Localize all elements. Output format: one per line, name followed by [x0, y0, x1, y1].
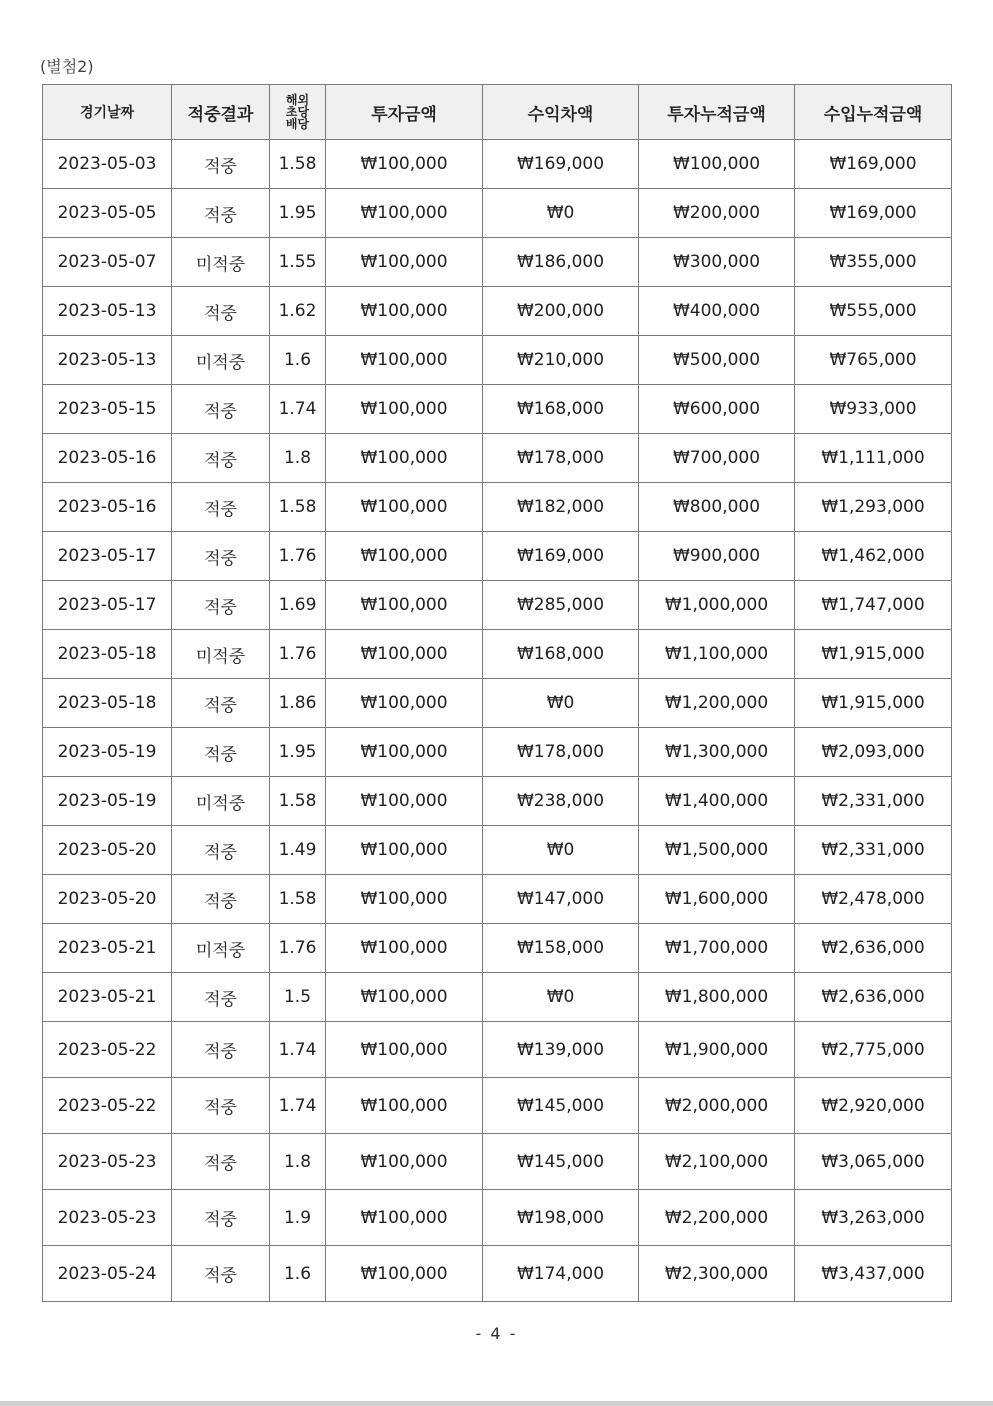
cell-odds: 1.74 [270, 1078, 326, 1134]
cell-cum-income: ₩2,331,000 [795, 777, 952, 826]
cell-result: 적중 [172, 875, 270, 924]
bottom-divider [0, 1401, 993, 1406]
cell-stake: ₩100,000 [326, 1078, 483, 1134]
cell-cum-income: ₩2,920,000 [795, 1078, 952, 1134]
cell-result: 적중 [172, 826, 270, 875]
cell-date: 2023-05-03 [43, 140, 172, 189]
cell-odds: 1.58 [270, 483, 326, 532]
cell-stake: ₩100,000 [326, 777, 483, 826]
table-row [43, 581, 952, 630]
cell-profit: ₩0 [483, 826, 639, 875]
cell-cum-income: ₩1,111,000 [795, 434, 952, 483]
cell-profit: ₩169,000 [483, 140, 639, 189]
cell-stake: ₩100,000 [326, 581, 483, 630]
cell-profit: ₩139,000 [483, 1022, 639, 1078]
cell-profit: ₩0 [483, 973, 639, 1022]
cell-date: 2023-05-24 [43, 1246, 172, 1302]
cell-cum-income: ₩765,000 [795, 336, 952, 385]
cell-stake: ₩100,000 [326, 924, 483, 973]
cell-result: 적중 [172, 973, 270, 1022]
cell-profit: ₩182,000 [483, 483, 639, 532]
cell-cum-income: ₩2,093,000 [795, 728, 952, 777]
cell-date: 2023-05-07 [43, 238, 172, 287]
table-row [43, 238, 952, 287]
cell-date: 2023-05-13 [43, 287, 172, 336]
cell-stake: ₩100,000 [326, 1022, 483, 1078]
table-row [43, 385, 952, 434]
cell-result: 적중 [172, 287, 270, 336]
cell-odds: 1.95 [270, 728, 326, 777]
cell-result: 적중 [172, 189, 270, 238]
cell-cum-stake: ₩1,000,000 [639, 581, 795, 630]
cell-profit: ₩174,000 [483, 1246, 639, 1302]
cell-result: 적중 [172, 483, 270, 532]
cell-result: 적중 [172, 532, 270, 581]
cell-profit: ₩0 [483, 679, 639, 728]
cell-date: 2023-05-13 [43, 336, 172, 385]
cell-cum-income: ₩2,636,000 [795, 973, 952, 1022]
cell-cum-stake: ₩1,900,000 [639, 1022, 795, 1078]
cell-cum-income: ₩2,478,000 [795, 875, 952, 924]
cell-odds: 1.8 [270, 434, 326, 483]
header-stake: 투자금액 [326, 85, 483, 140]
cell-profit: ₩169,000 [483, 532, 639, 581]
table-row [43, 140, 952, 189]
cell-result: 적중 [172, 1134, 270, 1190]
cell-date: 2023-05-19 [43, 777, 172, 826]
cell-odds: 1.55 [270, 238, 326, 287]
cell-stake: ₩100,000 [326, 532, 483, 581]
table-row [43, 1134, 952, 1190]
cell-odds: 1.6 [270, 336, 326, 385]
header-cum-stake: 투자누적금액 [639, 85, 795, 140]
cell-cum-stake: ₩1,100,000 [639, 630, 795, 679]
cell-odds: 1.76 [270, 630, 326, 679]
cell-date: 2023-05-15 [43, 385, 172, 434]
table-row [43, 679, 952, 728]
table-row [43, 483, 952, 532]
cell-cum-stake: ₩1,700,000 [639, 924, 795, 973]
cell-cum-stake: ₩200,000 [639, 189, 795, 238]
cell-date: 2023-05-23 [43, 1190, 172, 1246]
cell-stake: ₩100,000 [326, 1190, 483, 1246]
table-row [43, 1246, 952, 1302]
cell-odds: 1.74 [270, 385, 326, 434]
cell-profit: ₩178,000 [483, 434, 639, 483]
header-odds-line3: 배당 [285, 117, 310, 131]
table-row [43, 336, 952, 385]
cell-stake: ₩100,000 [326, 679, 483, 728]
cell-cum-stake: ₩100,000 [639, 140, 795, 189]
cell-result: 미적중 [172, 238, 270, 287]
cell-date: 2023-05-22 [43, 1022, 172, 1078]
cell-stake: ₩100,000 [326, 728, 483, 777]
cell-result: 적중 [172, 1078, 270, 1134]
cell-odds: 1.95 [270, 189, 326, 238]
cell-stake: ₩100,000 [326, 630, 483, 679]
cell-result: 미적중 [172, 336, 270, 385]
cell-cum-stake: ₩900,000 [639, 532, 795, 581]
cell-date: 2023-05-21 [43, 924, 172, 973]
cell-result: 적중 [172, 728, 270, 777]
cell-date: 2023-05-16 [43, 434, 172, 483]
table-row [43, 728, 952, 777]
cell-cum-income: ₩3,437,000 [795, 1246, 952, 1302]
cell-cum-income: ₩2,775,000 [795, 1022, 952, 1078]
cell-cum-stake: ₩1,500,000 [639, 826, 795, 875]
cell-result: 적중 [172, 679, 270, 728]
cell-stake: ₩100,000 [326, 973, 483, 1022]
cell-cum-stake: ₩1,400,000 [639, 777, 795, 826]
cell-cum-income: ₩1,915,000 [795, 679, 952, 728]
header-odds-line2: 초당 [285, 105, 310, 119]
cell-result: 미적중 [172, 924, 270, 973]
cell-date: 2023-05-18 [43, 679, 172, 728]
cell-profit: ₩0 [483, 189, 639, 238]
cell-cum-stake: ₩2,100,000 [639, 1134, 795, 1190]
cell-date: 2023-05-16 [43, 483, 172, 532]
table-header-row [43, 85, 952, 140]
cell-odds: 1.76 [270, 924, 326, 973]
cell-stake: ₩100,000 [326, 1134, 483, 1190]
cell-cum-income: ₩1,293,000 [795, 483, 952, 532]
table-row [43, 189, 952, 238]
cell-odds: 1.8 [270, 1134, 326, 1190]
cell-odds: 1.69 [270, 581, 326, 630]
cell-result: 적중 [172, 434, 270, 483]
attachment-label: (별첨2) [40, 57, 94, 76]
table-row [43, 924, 952, 973]
cell-odds: 1.58 [270, 140, 326, 189]
table-row [43, 1022, 952, 1078]
cell-cum-stake: ₩1,300,000 [639, 728, 795, 777]
header-odds [270, 85, 326, 140]
cell-profit: ₩147,000 [483, 875, 639, 924]
cell-profit: ₩198,000 [483, 1190, 639, 1246]
page-number: - 4 - [475, 1324, 518, 1343]
cell-stake: ₩100,000 [326, 287, 483, 336]
cell-stake: ₩100,000 [326, 140, 483, 189]
cell-cum-income: ₩1,747,000 [795, 581, 952, 630]
cell-odds: 1.5 [270, 973, 326, 1022]
cell-cum-stake: ₩600,000 [639, 385, 795, 434]
cell-cum-income: ₩2,331,000 [795, 826, 952, 875]
cell-cum-stake: ₩500,000 [639, 336, 795, 385]
cell-result: 미적중 [172, 630, 270, 679]
cell-profit: ₩238,000 [483, 777, 639, 826]
cell-cum-stake: ₩800,000 [639, 483, 795, 532]
cell-cum-income: ₩3,263,000 [795, 1190, 952, 1246]
cell-cum-stake: ₩2,000,000 [639, 1078, 795, 1134]
cell-odds: 1.9 [270, 1190, 326, 1246]
cell-cum-stake: ₩1,600,000 [639, 875, 795, 924]
cell-cum-income: ₩355,000 [795, 238, 952, 287]
cell-stake: ₩100,000 [326, 1246, 483, 1302]
cell-profit: ₩178,000 [483, 728, 639, 777]
cell-odds: 1.58 [270, 777, 326, 826]
cell-cum-stake: ₩2,200,000 [639, 1190, 795, 1246]
cell-cum-income: ₩555,000 [795, 287, 952, 336]
cell-date: 2023-05-22 [43, 1078, 172, 1134]
header-result: 적중결과 [172, 85, 270, 140]
cell-cum-stake: ₩1,800,000 [639, 973, 795, 1022]
cell-cum-income: ₩1,915,000 [795, 630, 952, 679]
cell-result: 적중 [172, 1022, 270, 1078]
table-row [43, 287, 952, 336]
table-row [43, 777, 952, 826]
cell-date: 2023-05-20 [43, 875, 172, 924]
cell-stake: ₩100,000 [326, 238, 483, 287]
cell-cum-income: ₩2,636,000 [795, 924, 952, 973]
cell-profit: ₩210,000 [483, 336, 639, 385]
betting-record-table [42, 84, 952, 1302]
cell-cum-stake: ₩700,000 [639, 434, 795, 483]
cell-profit: ₩285,000 [483, 581, 639, 630]
cell-date: 2023-05-21 [43, 973, 172, 1022]
cell-date: 2023-05-05 [43, 189, 172, 238]
cell-profit: ₩200,000 [483, 287, 639, 336]
table-row [43, 434, 952, 483]
table-row [43, 1190, 952, 1246]
cell-date: 2023-05-20 [43, 826, 172, 875]
cell-date: 2023-05-17 [43, 532, 172, 581]
cell-odds: 1.74 [270, 1022, 326, 1078]
cell-profit: ₩186,000 [483, 238, 639, 287]
table-row [43, 973, 952, 1022]
cell-stake: ₩100,000 [326, 483, 483, 532]
header-cum-income: 수입누적금액 [795, 85, 952, 140]
cell-cum-stake: ₩1,200,000 [639, 679, 795, 728]
header-profit: 수익차액 [483, 85, 639, 140]
cell-result: 적중 [172, 385, 270, 434]
table-row [43, 826, 952, 875]
table-body [43, 140, 952, 1302]
cell-odds: 1.62 [270, 287, 326, 336]
cell-stake: ₩100,000 [326, 189, 483, 238]
cell-odds: 1.58 [270, 875, 326, 924]
cell-result: 적중 [172, 1246, 270, 1302]
cell-cum-income: ₩1,462,000 [795, 532, 952, 581]
cell-date: 2023-05-19 [43, 728, 172, 777]
table-row [43, 1078, 952, 1134]
cell-result: 적중 [172, 581, 270, 630]
cell-result: 적중 [172, 1190, 270, 1246]
cell-stake: ₩100,000 [326, 875, 483, 924]
table-row [43, 630, 952, 679]
cell-profit: ₩168,000 [483, 385, 639, 434]
cell-odds: 1.49 [270, 826, 326, 875]
cell-date: 2023-05-23 [43, 1134, 172, 1190]
cell-odds: 1.86 [270, 679, 326, 728]
cell-profit: ₩145,000 [483, 1134, 639, 1190]
header-date: 경기날짜 [43, 85, 172, 140]
cell-cum-stake: ₩300,000 [639, 238, 795, 287]
table-row [43, 532, 952, 581]
cell-cum-income: ₩169,000 [795, 140, 952, 189]
cell-stake: ₩100,000 [326, 434, 483, 483]
cell-odds: 1.76 [270, 532, 326, 581]
cell-profit: ₩158,000 [483, 924, 639, 973]
cell-profit: ₩145,000 [483, 1078, 639, 1134]
cell-cum-income: ₩933,000 [795, 385, 952, 434]
header-odds-line1: 해외 [285, 93, 310, 107]
cell-result: 미적중 [172, 777, 270, 826]
cell-date: 2023-05-17 [43, 581, 172, 630]
cell-result: 적중 [172, 140, 270, 189]
cell-stake: ₩100,000 [326, 385, 483, 434]
cell-cum-stake: ₩400,000 [639, 287, 795, 336]
table-row [43, 875, 952, 924]
cell-cum-stake: ₩2,300,000 [639, 1246, 795, 1302]
cell-cum-income: ₩169,000 [795, 189, 952, 238]
cell-date: 2023-05-18 [43, 630, 172, 679]
cell-stake: ₩100,000 [326, 336, 483, 385]
cell-odds: 1.6 [270, 1246, 326, 1302]
cell-stake: ₩100,000 [326, 826, 483, 875]
cell-cum-income: ₩3,065,000 [795, 1134, 952, 1190]
cell-profit: ₩168,000 [483, 630, 639, 679]
